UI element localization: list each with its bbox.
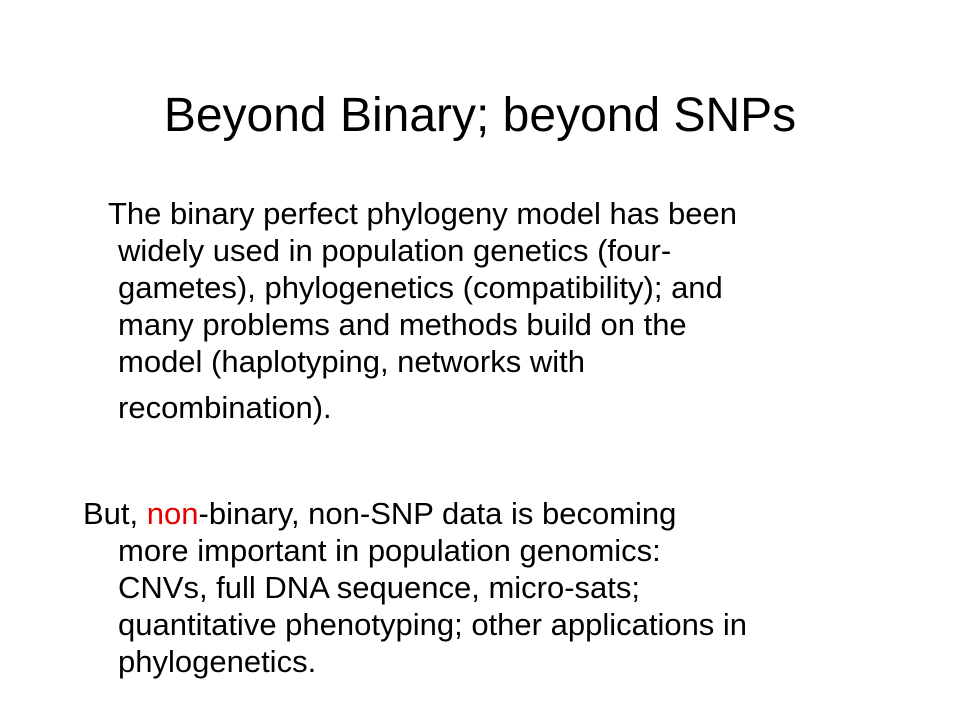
paragraph-first-line: [83, 496, 676, 532]
paragraph-line: widely used in population genetics (four-: [118, 233, 672, 268]
paragraph-line: phylogenetics.: [118, 644, 317, 679]
lead-text: But,: [83, 496, 147, 531]
paragraph-line: model (haplotyping, networks with: [118, 344, 585, 379]
highlight-word: non: [146, 496, 199, 531]
paragraph-line: gametes), phylogenetics (compatibility); and: [118, 270, 723, 305]
paragraph-line: CNVs, full DNA sequence, micro-sats;: [118, 570, 641, 605]
paragraph-line: recombination).: [118, 390, 332, 425]
paragraph-line: quantitative phenotyping; other applications in: [118, 607, 748, 642]
paragraph-line: more important in population genomics:: [118, 533, 661, 568]
slide-title: Beyond Binary; beyond SNPs: [163, 89, 797, 142]
lead-rest-text: -binary, non-SNP data is becoming: [198, 496, 677, 531]
paragraph-line: The binary perfect phylogeny model has been: [108, 196, 738, 231]
paragraph-line: many problems and methods build on the: [118, 307, 687, 342]
